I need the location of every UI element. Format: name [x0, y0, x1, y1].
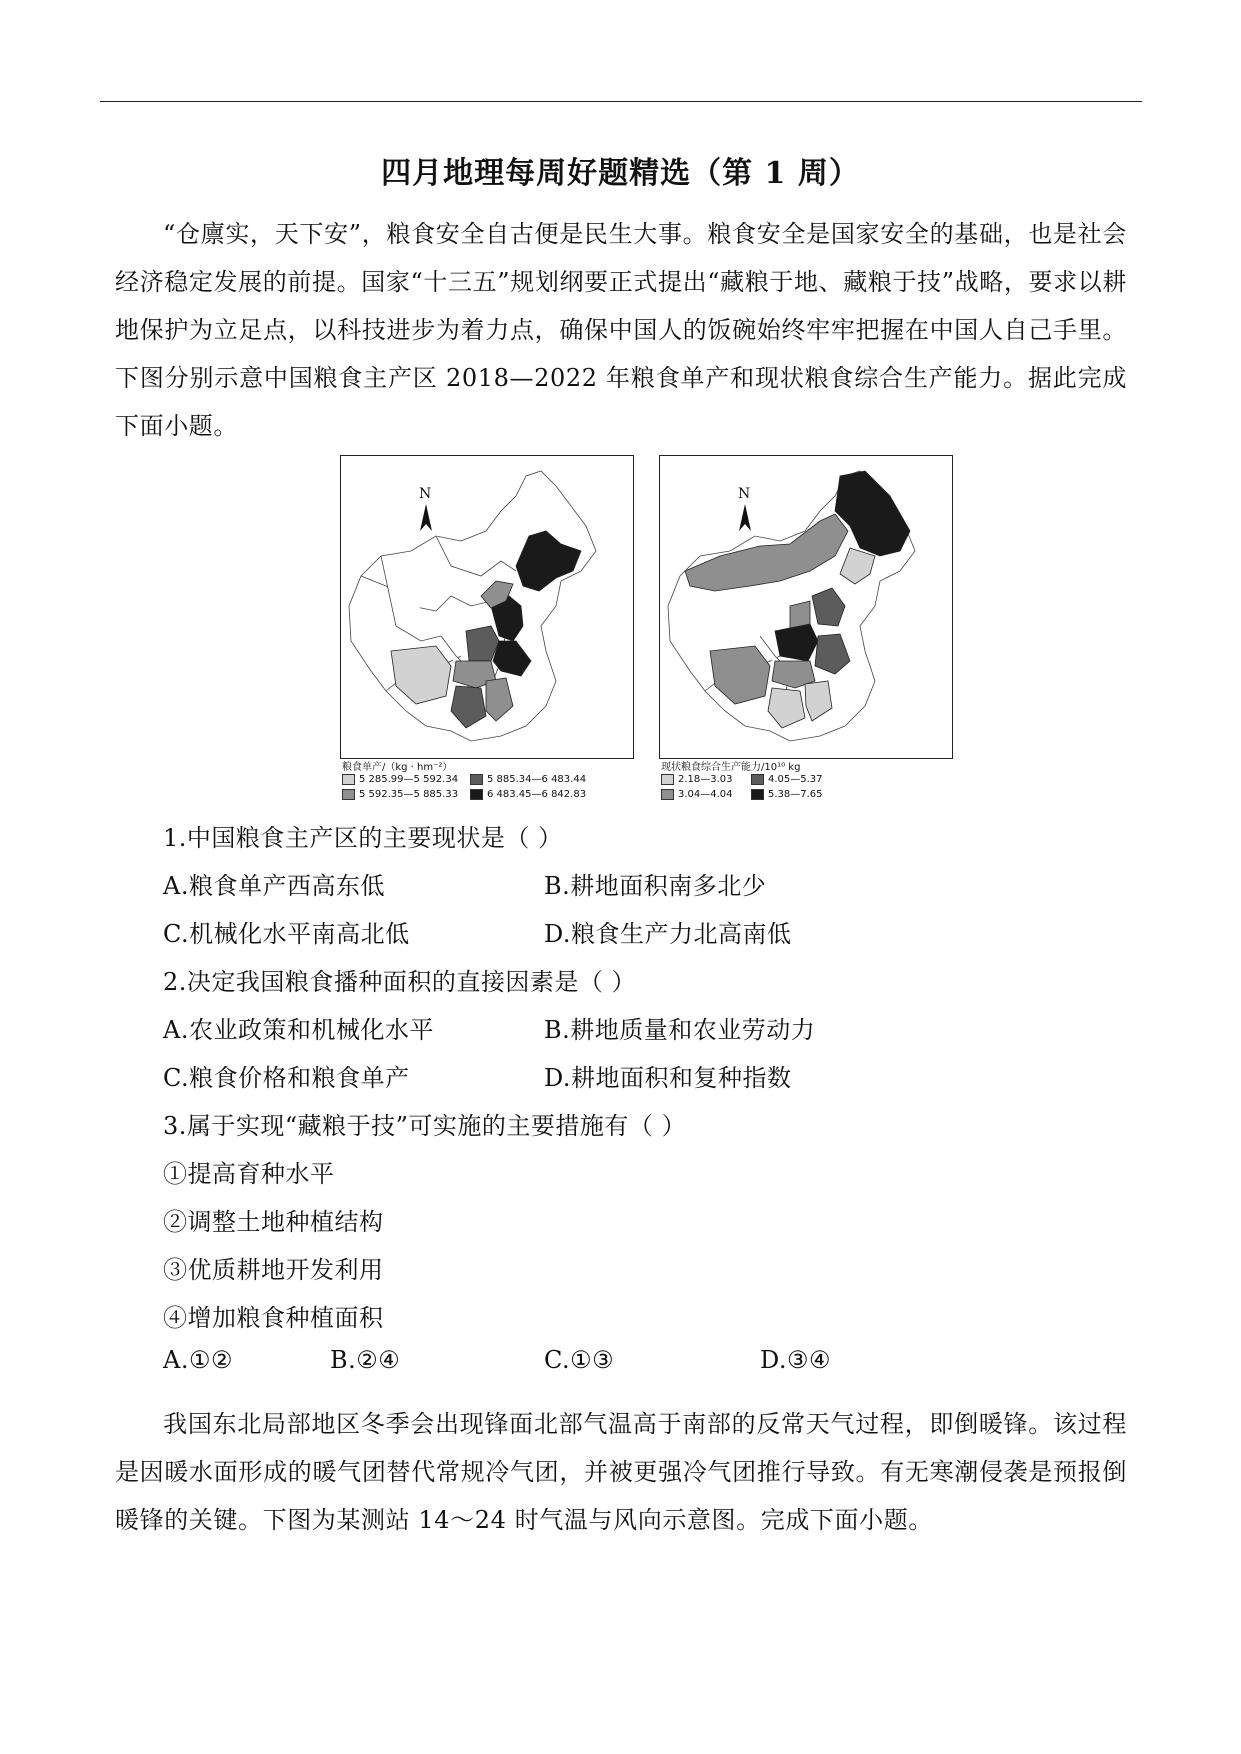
- legend-item: 2.18—3.03: [661, 774, 751, 785]
- map-grain-yield: [340, 455, 634, 759]
- question-3-item-1: ①提高育种水平: [163, 1160, 335, 1188]
- legend-item: 4.05—5.37: [751, 774, 841, 785]
- legend-item: 3.04—4.04: [661, 789, 751, 800]
- question-3-option-a[interactable]: A.①②: [163, 1346, 233, 1374]
- intro-paragraph: [115, 210, 1127, 450]
- map-production-capacity: [659, 455, 953, 759]
- passage-2-text: 我国东北局部地区冬季会出现锋面北部气温高于南部的反常天气过程，即倒暖锋。该过程是因暖水面形成的暖气团替代常规冷气团，并被更强冷气团推行导致。有无寒潮侵袭是预报倒暖锋的关键。下图为某测站 14～24 时气温与风向示意图。完成下面小题。: [115, 1410, 1127, 1534]
- question-3-item-2: ②调整土地种植结构: [163, 1208, 384, 1236]
- north-arrow-icon: [420, 504, 432, 531]
- question-3-stem: 3.属于实现“藏粮于技”可实施的主要措施有（ ）: [163, 1112, 687, 1140]
- question-1-option-b[interactable]: B.耕地面积南多北少: [544, 872, 767, 900]
- question-2-option-a[interactable]: A.农业政策和机械化水平: [163, 1016, 434, 1044]
- question-1-stem: 1.中国粮食主产区的主要现状是（ ）: [163, 824, 563, 852]
- question-3-item-4: ④增加粮食种植面积: [163, 1304, 384, 1332]
- question-2-option-d[interactable]: D.耕地面积和复种指数: [544, 1064, 792, 1092]
- page-title: 四月地理每周好题精选（第 1 周）: [381, 156, 860, 191]
- north-label: N: [738, 486, 751, 502]
- legend-title: 现状粮食综合生产能力/10¹⁰ kg: [661, 762, 801, 773]
- legend-item: 5 885.34—6 483.44: [470, 774, 598, 785]
- question-2-stem: 2.决定我国粮食播种面积的直接因素是（ ）: [163, 968, 637, 996]
- legend-item: 5.38—7.65: [751, 789, 841, 800]
- question-3-option-b[interactable]: B.②④: [330, 1346, 401, 1374]
- header-rule: [100, 101, 1142, 102]
- legend-yield: [342, 758, 642, 802]
- question-3-item-3: ③优质耕地开发利用: [163, 1256, 384, 1284]
- passage-2: [115, 1400, 1127, 1544]
- legend-item: 5 592.35—5 885.33: [342, 789, 470, 800]
- question-1-option-a[interactable]: A.粮食单产西高东低: [163, 872, 385, 900]
- question-2-option-c[interactable]: C.粮食价格和粮食单产: [163, 1064, 410, 1092]
- china-map-capacity: [660, 456, 952, 758]
- north-label: N: [419, 486, 432, 502]
- legend-title: 粮食单产/（kg · hm⁻²）: [342, 762, 453, 773]
- question-1-option-d[interactable]: D.粮食生产力北高南低: [544, 920, 792, 948]
- question-2-option-b[interactable]: B.耕地质量和农业劳动力: [544, 1016, 816, 1044]
- legend-item: 5 285.99—5 592.34: [342, 774, 470, 785]
- intro-text: “仓廪实，天下安”，粮食安全自古便是民生大事。粮食安全是国家安全的基础，也是社会经济稳定发展的前提。国家“十三五”规划纲要正式提出“藏粮于地、藏粮于技”战略，要求以耕地保护为立足点，以科技进步为着力点，确保中国人的饭碗始终牢牢把握在中国人自己手里。下图分别示意中国粮食主产区 2018—2022 年粮食单产和现状粮食综合生产能力。据此完成下面小题。: [115, 220, 1127, 440]
- legend-capacity: [661, 758, 961, 802]
- maps-figure: [340, 455, 960, 810]
- question-3-option-c[interactable]: C.①③: [544, 1346, 615, 1374]
- north-arrow-icon: [739, 504, 751, 531]
- question-3-option-d[interactable]: D.③④: [760, 1346, 832, 1374]
- china-map-yield: [341, 456, 633, 758]
- question-1-option-c[interactable]: C.机械化水平南高北低: [163, 920, 410, 948]
- region-shanxi: [790, 601, 810, 628]
- legend-item: 6 483.45—6 842.83: [470, 789, 598, 800]
